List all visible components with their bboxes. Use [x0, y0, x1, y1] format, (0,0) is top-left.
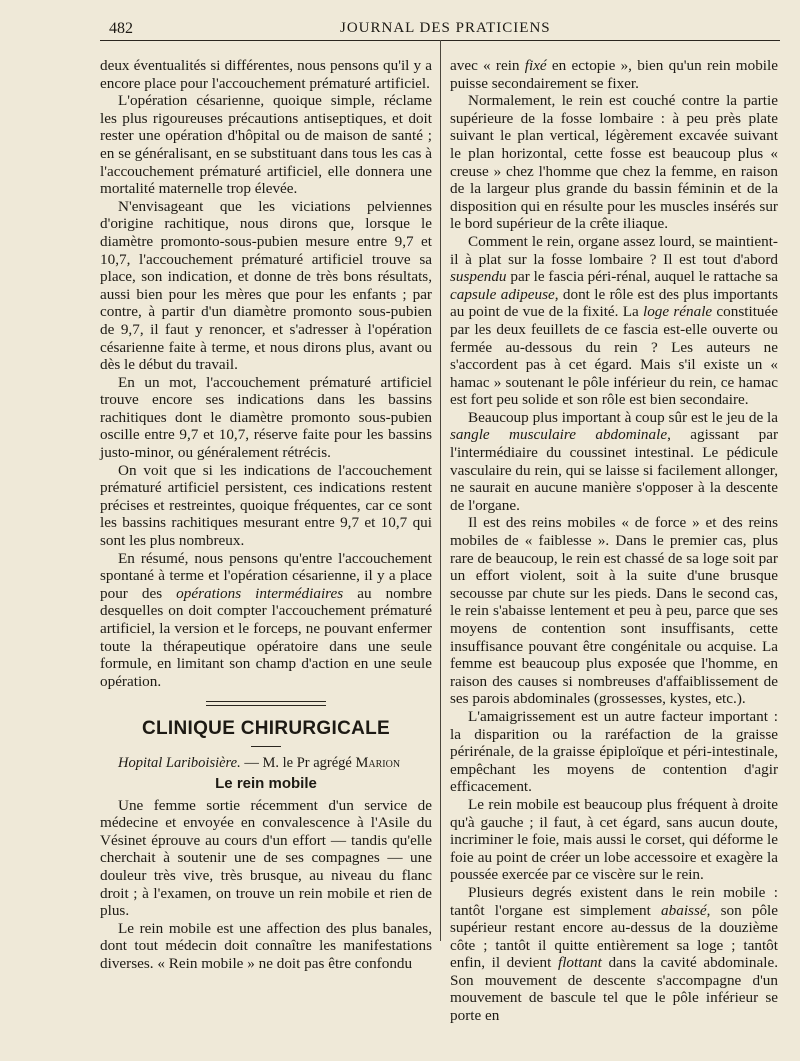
text-run: — M. le Pr agrégé — [240, 755, 356, 772]
italic-text: suspendu — [450, 268, 507, 286]
paragraph: En un mot, l'accouchement prématuré artificiel trouve encore ses indications dans les bassins rachitiques dont le diamètre promonto sous-pubien oscille entre 9,7 et 10,7, réserve faite pour les bassins justo-minor, ou généralement rétrécis. — [100, 373, 432, 462]
paragraph: On voit que si les indications de l'accouchement prématuré artificiel persistent, ces indications restent précises et restreintes, quoique fréquentes, car ce sont les bassins rachitiques mesurant entre 9,7 et 10,7 qui sont les plus nombreux. — [100, 461, 432, 550]
paragraph: Le rein mobile est une affection des plus banales, dont tout médecin doit connaître les manifestations diverses. « Rein mobile » ne doit pas être confondu — [100, 919, 432, 972]
text-run: En résumé, nous pensons qu'entre l'accouchement spontané à terme et l'opération césarienne, il y a place pour des — [100, 549, 432, 602]
paragraph — [450, 233, 778, 409]
italic-text: opérations intermédiaires — [176, 584, 344, 602]
text-run: , dont le rôle est des plus importants au point de vue de la fixité. La — [450, 285, 779, 321]
italic-text: abaissé — [661, 901, 707, 919]
text-run: en ectopie », bien qu'un rein mobile puisse secondairement se fixer. — [450, 57, 778, 92]
paragraph — [450, 884, 778, 1025]
hospital-line — [100, 755, 432, 773]
text-run: Beaucoup plus important à coup sûr est le jeu de la — [468, 408, 778, 426]
paragraph: Normalement, le rein est couché contre la partie supérieure de la fosse lombaire : à peu près plate suivant le plan vertical, légèrement excavée suivant le plan horizontal, cette fosse est beaucoup plus « creuse » chez l'homme que chez la femme, en raison de la largeur plus grande du bassin féminin et de la disposition qui en résulte pour les muscles insérés sur le bord supérieur de la crête iliaque. — [450, 92, 778, 233]
paragraph — [450, 57, 778, 92]
column-divider — [440, 40, 441, 941]
text-run: , agissant par l'intermédiaire du coussinet intestinal. Le pédicule vasculaire du rein, qui se laisse si facilement allonger, ne saurait en aucune manière s'opposer à la descente de l'organe. — [450, 426, 779, 514]
italic-text: fixé — [524, 57, 547, 74]
paragraph — [100, 550, 432, 691]
italic-text: flottant — [557, 954, 602, 972]
paragraph: Il est des reins mobiles « de force » et des reins mobiles de « faiblesse ». Dans le premier cas, plus rare de beaucoup, le rein est chassé de sa loge soit par un effort violent, soit à la suite d'une brusque secousse par chute sur les pieds. Dans le second cas, le rein s'abaisse lentement et peu à peu, parce que ses moyens de contention sont insuffisants, cette insuffisance pouvant être congénitale ou acquise. La femme est beaucoup plus exposée que l'homme, en raison des causes si nombreuses d'affaiblissement de ses parois abdominales (grossesses, kystes, etc.). — [450, 514, 778, 708]
author-name: Marion — [355, 755, 401, 772]
text-run: dans la cavité abdominale. Son mouvement de descente s'accompagne d'un mouvement de bascule tel que le pôle inférieur se porte en — [450, 954, 778, 1025]
italic-text: capsule adipeuse — [450, 285, 555, 303]
right-column — [450, 57, 778, 1025]
section-divider — [206, 701, 326, 706]
paragraph: L'amaigrissement est un autre facteur important : la disparition ou la raréfaction de la graisse périrénale, de la graisse épiploïque et péri-intestinale, empêchant les moyens de contention d'agir efficacement. — [450, 707, 778, 796]
title-rule — [251, 746, 281, 747]
text-run: Plusieurs degrés existent dans le rein mobile : tantôt l'organe est simplement — [450, 883, 778, 919]
text-run: avec « rein — [450, 57, 525, 74]
page-number: 482 — [109, 20, 133, 37]
paragraph: Le rein mobile est beaucoup plus fréquent à droite qu'à gauche ; il faut, à cet égard, sans aucun doute, incriminer le foie, mais aussi le corset, qui déforme le foie au point de créer un lobe accessoire et exagère la poussée exercée par ce viscère sur le rein. — [450, 795, 778, 884]
italic-text: loge rénale — [642, 303, 713, 321]
hospital-name: Hopital Lariboisière. — [118, 755, 241, 772]
article-title: Le rein mobile — [215, 774, 317, 792]
section-title: CLINIQUE CHIRURGICALE — [141, 718, 391, 740]
paragraph: deux éventualités si différentes, nous pensons qu'il y a encore place pour l'accouchement prématuré artificiel. — [100, 57, 432, 92]
page-header — [95, 20, 780, 42]
text-run: par le fascia péri-rénal, auquel le rattache sa — [506, 268, 778, 286]
paragraph: Une femme sortie récemment d'un service de médecine et envoyée en convalescence à l'Asile du Vésinet éprouve au cours d'un effort — tandis qu'elle cherchait à soutenir une de ses compagnes — une douleur très vive, très brusque, au niveau du flanc droit ; à l'examen, on trouve un rein mobile et rien de plus. — [100, 796, 432, 920]
journal-title: JOURNAL DES PRATICIENS — [340, 20, 551, 36]
text-run: constituée par les deux feuillets de ce fascia est-elle ouverte ou fermée au-dessous du rein ? Les auteurs ne s'accordent pas à cet égard. Mais s'il existe un « hamac » soutenant le pôle inférieur du rein, ce hamac est fort peu solide et son rôle est bien secondaire. — [450, 303, 778, 409]
text-run: au nombre desquelles on doit compter l'accouchement prématuré artificiel, la version et le forceps, ne pouvant enfermer toute la thérapeutique opératoire dans une seule formule, en limitant son champ d'action en une seule opération. — [100, 584, 432, 690]
text-run: , son pôle supérieur restant encore au-dessus de la douzième côte ; tantôt il quitte entièrement sa loge ; tantôt enfin, il devient — [450, 901, 779, 972]
italic-text: sangle musculaire abdominale — [450, 426, 668, 444]
text-run: Comment le rein, organe assez lourd, se maintient-il à plat sur la fosse lombaire ? Il est tout d'abord — [450, 232, 778, 268]
paragraph: N'envisageant que les viciations pelviennes d'origine rachitique, nous dirons que, lorsque le diamètre promonto-sous-pubien mesure entre 9,7 et 10,7, l'accouchement prématuré artificiel trouve sa place, son indication, et donne de très bons résultats, aussi bien pour les mères que pour les enfants ; par contre, à partir d'un diamètre promonto sous-pubien de 9,7, il faut y renoncer, et s'adresser à l'opération césarienne faite à terme, et nous dirons plus, avant ou dès le début du travail. — [100, 197, 432, 374]
paragraph — [450, 409, 778, 515]
paragraph: L'opération césarienne, quoique simple, réclame les plus rigoureuses précautions antiseptiques, et doit rester une opération d'hôpital ou de maison de santé ; en se généralisant, en se substituant dans tous les cas à l'accouchement prématuré artificiel, elle donnera une mortalité maternelle trop élevée. — [100, 92, 432, 198]
left-column — [100, 57, 432, 973]
